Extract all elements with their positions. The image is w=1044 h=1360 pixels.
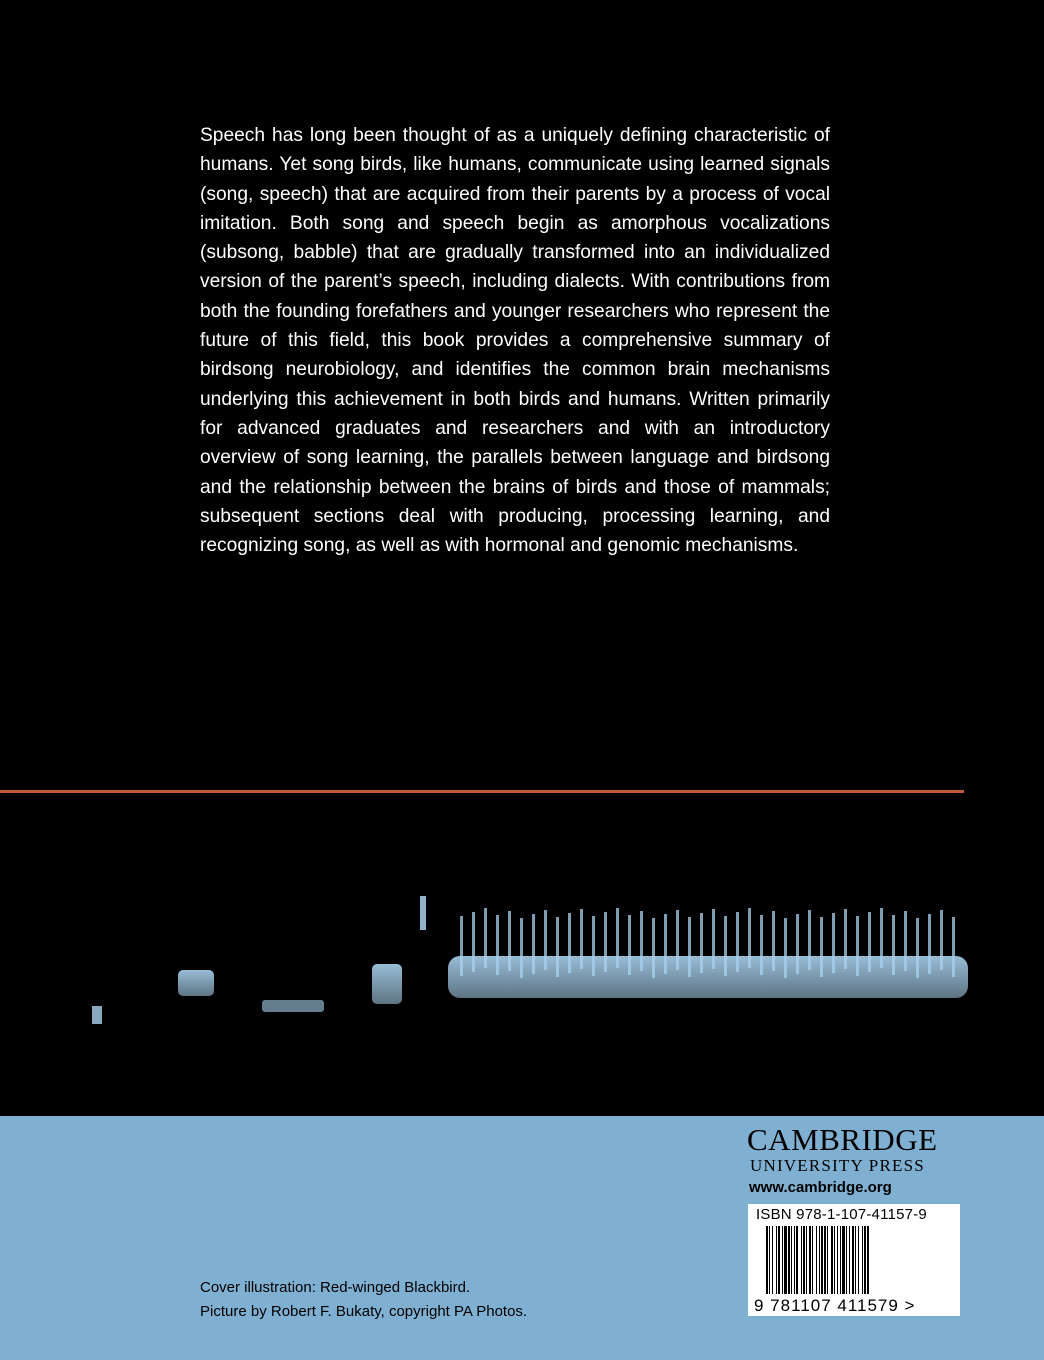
barcode-digits: 9 781107 411579 >	[754, 1296, 916, 1315]
cover-credits	[200, 1276, 527, 1324]
publisher-logo-name: CAMBRIDGE	[747, 1122, 938, 1157]
credit-photographer: Picture by Robert F. Bukaty, copyright PA Photos.	[200, 1303, 528, 1320]
publisher-url: www.cambridge.org	[749, 1179, 892, 1196]
spectrogram-image	[0, 860, 1044, 1060]
back-cover-blurb: Speech has long been thought of as a uniquely defining characteristic of humans. Yet song birds, like humans, communicate using learned signals (song, speech) that are acquired from their parents by a process of vocal imitation. Both song and speech begin as amorphous vocalizations (subsong, babble) that are gradually transformed into an individualized version of the parent’s speech, including dialects. With contributions from both the founding forefathers and younger researchers who represent the future of this field, this book provides a comprehensive summary of birdsong neurobiology, and identifies the common brain mechanisms underlying this achievement in both birds and humans. Written primarily for advanced graduates and researchers and with an introductory overview of song learning, the parallels between language and birdsong and the relationship between the brains of birds and those of mammals; subsequent sections deal with producing, processing learning, and recognizing song, as well as with hormonal and genomic mechanisms.	[200, 125, 830, 557]
accent-rule	[0, 790, 964, 793]
isbn-label: ISBN 978-1-107-41157-9	[756, 1206, 927, 1223]
credit-illustration: Cover illustration: Red-winged Blackbird.	[200, 1279, 471, 1296]
publisher-logo-subtitle: UNIVERSITY PRESS	[750, 1156, 925, 1175]
isbn-barcode	[748, 1204, 960, 1316]
